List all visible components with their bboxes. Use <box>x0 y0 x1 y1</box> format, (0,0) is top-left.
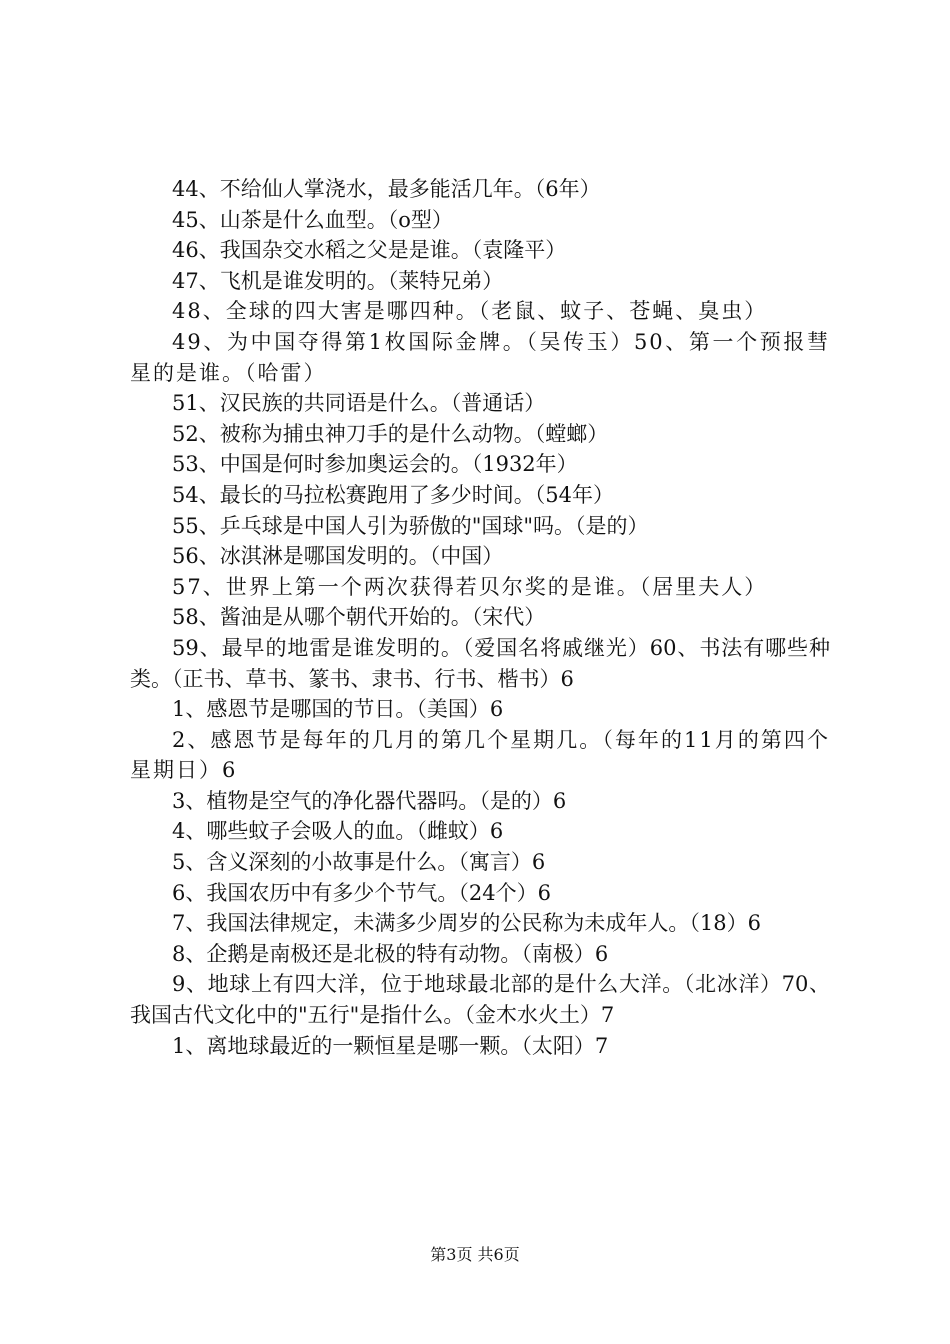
paragraph-46: 46、我国杂交水稻之父是是谁。（袁隆平） <box>172 238 567 263</box>
paragraph-54: 54、最长的马拉松赛跑用了多少时间。（54年） <box>172 482 614 507</box>
paragraph-64: 4、哪些蚊子会吸人的血。（雌蚊）6 <box>172 819 504 844</box>
paragraph-51: 51、汉民族的共同语是什么。（普通话） <box>172 391 546 416</box>
paragraph-62: 2、感恩节是每年的几月的第几个星期几。（每年的11月的第四个星期日）6 <box>130 727 830 783</box>
paragraph-69: 9、地球上有四大洋，位于地球最北部的是什么大洋。（北冰洋）70、我国古代文化中的"五行"是指什么。（金木水火土）7 <box>130 972 830 1028</box>
page-number-footer: 第3页 共6页 <box>430 1245 520 1264</box>
paragraph-53: 53、中国是何时参加奥运会的。（1932年） <box>172 452 578 477</box>
paragraph-61: 1、感恩节是哪国的节日。（美国）6 <box>172 697 504 722</box>
paragraph-58: 58、酱油是从哪个朝代开始的。（宋代） <box>172 605 546 630</box>
paragraph-55: 55、乒乓球是中国人引为骄傲的"国球"吗。（是的） <box>172 513 649 538</box>
paragraph-65: 5、含义深刻的小故事是什么。（寓言）6 <box>172 850 546 875</box>
paragraph-47: 47、飞机是谁发明的。（莱特兄弟） <box>172 268 504 293</box>
paragraph-52: 52、被称为捕虫神刀手的是什么动物。（螳螂） <box>172 421 609 446</box>
paragraph-48: 48、全球的四大害是哪四种。（老鼠、蚊子、苍蝇、臭虫） <box>172 299 768 324</box>
paragraph-63: 3、植物是空气的净化器代器吗。（是的）6 <box>172 788 567 813</box>
paragraph-59: 59、最早的地雷是谁发明的。（爱国名将戚继光）60、书法有哪些种类。（正书、草书、篆书、隶书、行书、楷书）6 <box>130 635 830 691</box>
paragraph-68: 8、企鹅是南极还是北极的特有动物。（南极）6 <box>172 941 609 966</box>
document-body <box>130 174 830 1061</box>
paragraph-45: 45、山茶是什么血型。（o型） <box>172 207 453 232</box>
paragraph-44: 44、不给仙人掌浇水，最多能活几年。（6年） <box>172 177 601 201</box>
paragraph-49: 49、为中国夺得第1枚国际金牌。（吴传玉）50、第一个预报彗星的是谁。（哈雷） <box>130 329 830 385</box>
paragraph-67: 7、我国法律规定，未满多少周岁的公民称为未成年人。（18）6 <box>172 911 761 936</box>
paragraph-71: 1、离地球最近的一颗恒星是哪一颗。（太阳）7 <box>172 1033 609 1058</box>
paragraph-66: 6、我国农历中有多少个节气。（24个）6 <box>172 880 551 905</box>
paragraph-57: 57、世界上第一个两次获得若贝尔奖的是谁。（居里夫人） <box>172 574 768 599</box>
paragraph-56: 56、冰淇淋是哪国发明的。（中国） <box>172 544 504 569</box>
